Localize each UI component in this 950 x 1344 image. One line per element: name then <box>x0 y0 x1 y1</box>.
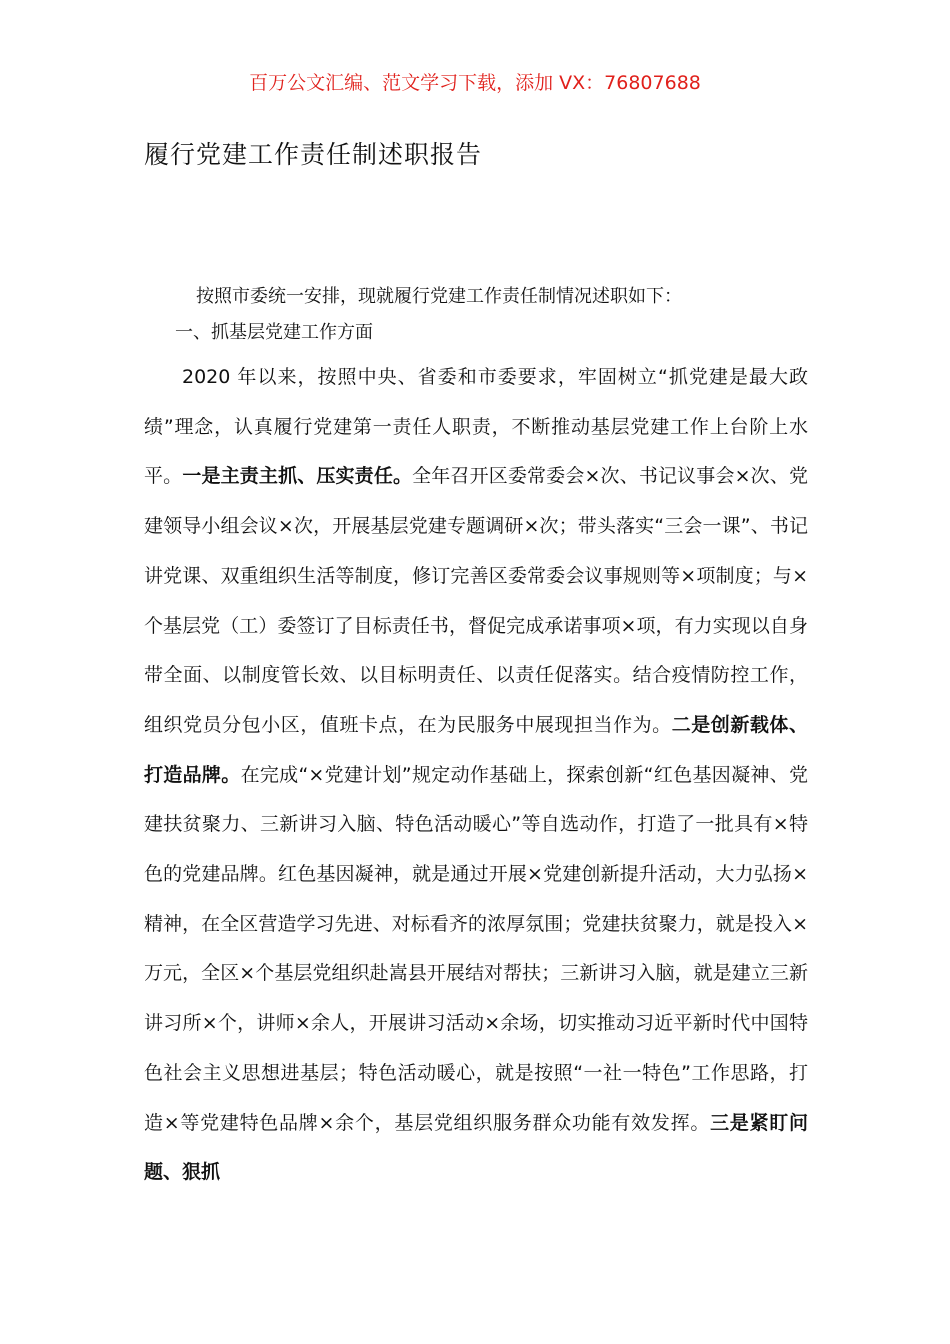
body-paragraph <box>144 353 808 1198</box>
body-text-2: 全年召开区委常委会×次、书记议事会×次、党建领导小组会议×次，开展基层党建专题调研×次；带头落实“三会一课”、书记讲党课、双重组织生活等制度，修订完善区委常委会议事规则等×项制度；与×个基层党（工）委签订了目标责任书，督促完成承诺事项×项，有力实现以自身带全面、以制度管长效、以目标明责任、以责任促落实。结合疫情防控工作，组织党员分包小区，值班卡点，在为民服务中展现担当作为。 <box>144 465 808 736</box>
document-title: 履行党建工作责任制述职报告 <box>144 140 483 169</box>
section-heading: 一、抓基层党建工作方面 <box>175 322 373 343</box>
body-text-3: 在完成“×党建计划”规定动作基础上，探索创新“红色基因凝神、党建扶贫聚力、三新讲习入脑、特色活动暖心”等自选动作，打造了一批具有×特色的党建品牌。红色基因凝神，就是通过开展×党建创新提升活动，大力弘扬×精神，在全区营造学习先进、对标看齐的浓厚氛围；党建扶贫聚力，就是投入×万元，全区×个基层党组织赴嵩县开展结对帮扶；三新讲习入脑，就是建立三新讲习所×个，讲师×余人，开展讲习活动×余场，切实推动习近平新时代中国特色社会主义思想进基层；特色活动暖心，就是按照“一社一特色”工作思路，打造×等党建特色品牌×余个，基层党组织服务群众功能有效发挥。 <box>144 763 808 1134</box>
body-text-1: 2020 年以来，按照中央、省委和市委要求，牢固树立“抓党建是最大政绩”理念，认真履行党建第一责任人职责，不断推动基层党建工作上台阶上水平。 <box>144 366 808 488</box>
body-bold-point-3: 三是紧盯问题、狠抓 <box>144 1111 808 1184</box>
body-bold-point-1: 一是主责主抓、压实责任。 <box>182 465 413 488</box>
download-banner: 百万公文汇编、范文学习下载，添加 VX：76807688 <box>249 72 701 94</box>
intro-paragraph: 按照市委统一安排，现就履行党建工作责任制情况述职如下： <box>196 286 682 307</box>
body-bold-point-2: 二是创新载体、打造品牌。 <box>144 713 808 786</box>
